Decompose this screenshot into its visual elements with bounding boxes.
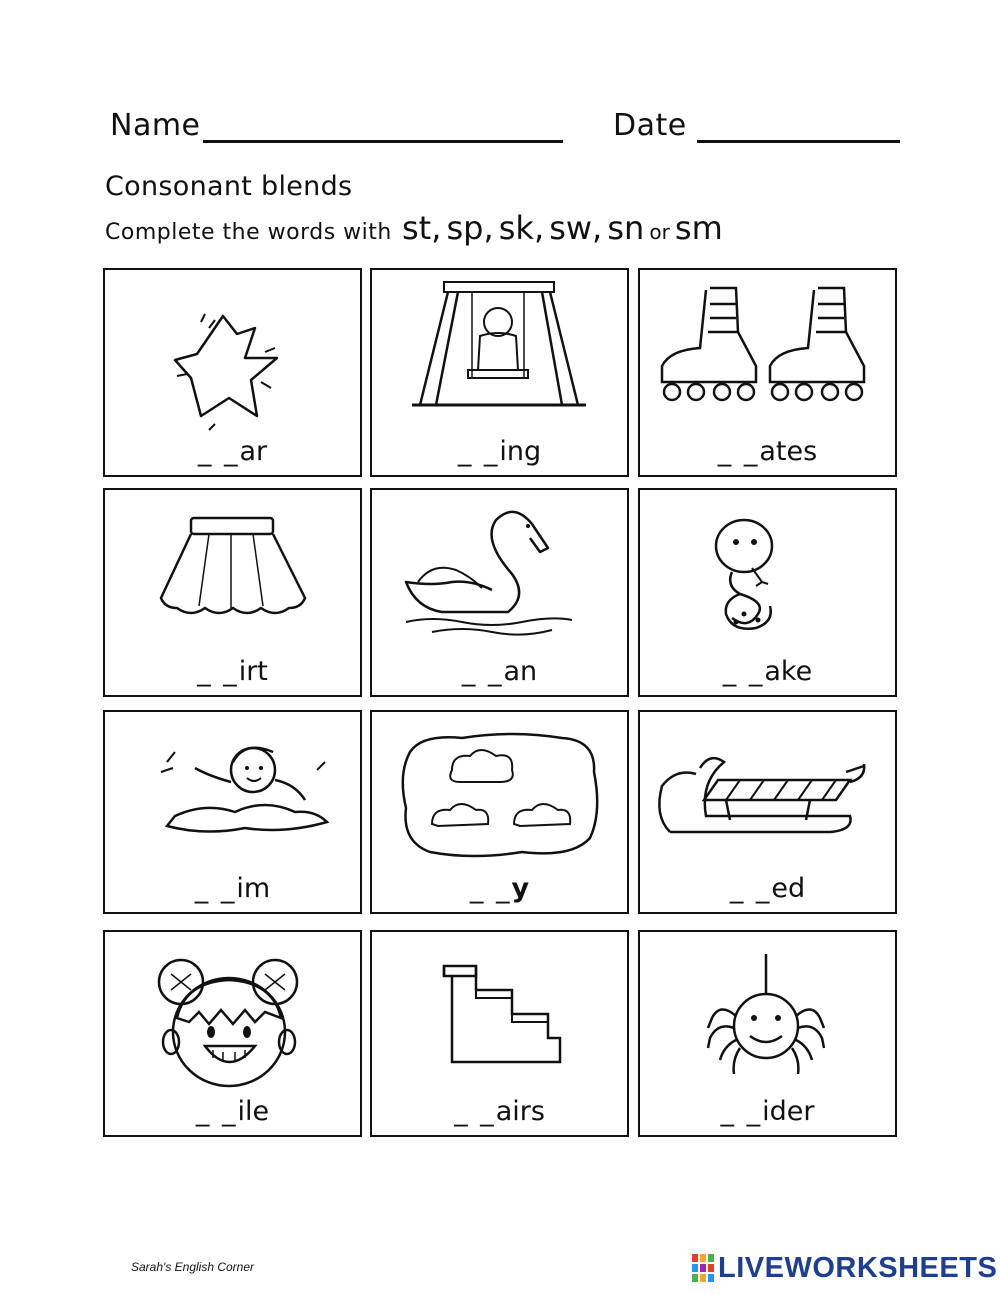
- word-skirt[interactable]: [105, 656, 360, 687]
- blend-sm: sm: [674, 209, 723, 247]
- liveworksheets-logo[interactable]: [692, 1252, 997, 1285]
- word-skates[interactable]: [640, 436, 895, 467]
- blank[interactable]: _ _: [195, 1096, 238, 1127]
- card-swing: [370, 268, 629, 477]
- word-sled[interactable]: [640, 873, 895, 904]
- footer-credit: Sarah's English Corner: [131, 1260, 255, 1274]
- name-field[interactable]: [203, 140, 563, 143]
- card-snake: [638, 488, 897, 697]
- card-star: [103, 268, 362, 477]
- word-smile[interactable]: [105, 1096, 360, 1127]
- word-ending: ing: [499, 436, 542, 467]
- card-skates: [638, 268, 897, 477]
- word-stairs[interactable]: [372, 1096, 627, 1127]
- blank[interactable]: _ _: [722, 656, 765, 687]
- blend-sw: sw,: [549, 209, 603, 247]
- word-ending: ed: [771, 873, 806, 904]
- brand-text: LIVEWORKSHEETS: [718, 1252, 998, 1284]
- blank[interactable]: _ _: [717, 436, 760, 467]
- card-sled: [638, 710, 897, 914]
- word-swim[interactable]: [105, 873, 360, 904]
- card-skirt: [103, 488, 362, 697]
- blend-st: st,: [402, 209, 442, 247]
- word-ending: ar: [239, 436, 268, 467]
- blank[interactable]: _ _: [194, 873, 237, 904]
- word-ending: ake: [764, 656, 813, 687]
- word-sky[interactable]: [372, 873, 627, 904]
- card-swim: [103, 710, 362, 914]
- worksheet-title: Consonant blends: [105, 171, 353, 202]
- blank[interactable]: _ _: [729, 873, 772, 904]
- word-ending: ider: [762, 1096, 815, 1127]
- word-ending: im: [236, 873, 271, 904]
- word-star[interactable]: [105, 436, 360, 467]
- name-label: Name: [110, 108, 201, 143]
- blend-sk: sk,: [498, 209, 545, 247]
- word-ending: y: [511, 873, 530, 904]
- word-ending: an: [503, 656, 538, 687]
- word-spider[interactable]: [640, 1096, 895, 1127]
- blank[interactable]: _ _: [457, 436, 500, 467]
- card-smile: [103, 930, 362, 1137]
- blend-sp: sp,: [446, 209, 494, 247]
- blank[interactable]: _ _: [720, 1096, 763, 1127]
- instruction-prefix: Complete the words with: [105, 220, 392, 245]
- word-snake[interactable]: [640, 656, 895, 687]
- card-stairs: [370, 930, 629, 1137]
- word-swan[interactable]: [372, 656, 627, 687]
- word-ending: irt: [238, 656, 268, 687]
- blank[interactable]: _ _: [469, 873, 512, 904]
- card-sky: [370, 710, 629, 914]
- word-ending: ile: [237, 1096, 270, 1127]
- word-swing[interactable]: [372, 436, 627, 467]
- card-spider: [638, 930, 897, 1137]
- date-label: Date: [613, 108, 687, 143]
- blank[interactable]: _ _: [197, 436, 240, 467]
- blend-sn: sn: [607, 209, 645, 247]
- date-field[interactable]: [697, 140, 900, 143]
- word-ending: airs: [495, 1096, 545, 1127]
- instruction-or: or: [649, 220, 670, 244]
- word-ending: ates: [759, 436, 818, 467]
- card-swan: [370, 488, 629, 697]
- instruction: [105, 209, 723, 247]
- liveworksheets-logo-icon: [692, 1254, 714, 1284]
- blank[interactable]: _ _: [454, 1096, 496, 1127]
- blank[interactable]: _ _: [197, 656, 239, 687]
- blank[interactable]: _ _: [461, 656, 504, 687]
